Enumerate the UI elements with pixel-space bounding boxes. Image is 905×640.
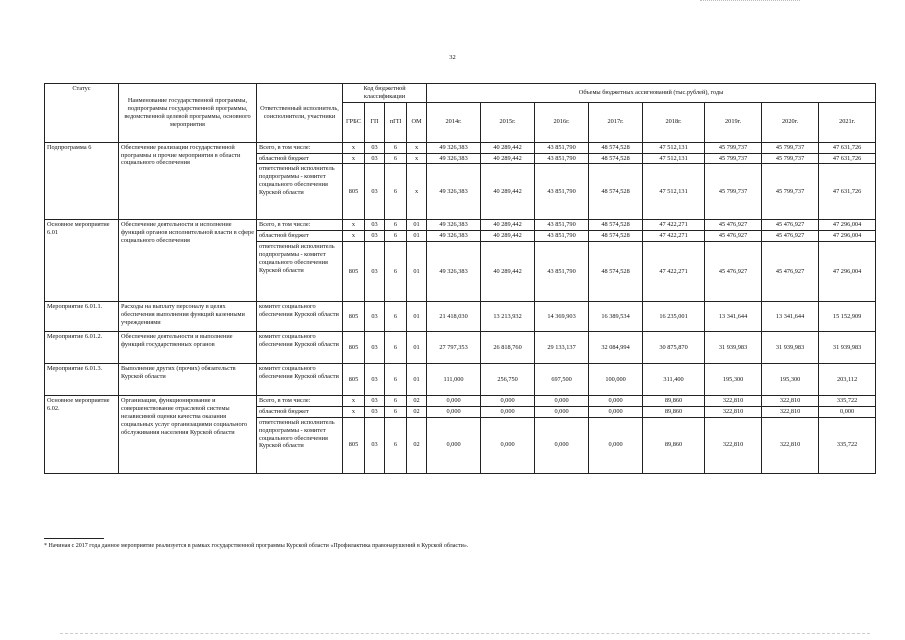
cell-amount: 45 476,927 bbox=[705, 220, 762, 231]
cell-executor: областной бюджет bbox=[257, 407, 343, 418]
cell-code: 03 bbox=[365, 142, 385, 153]
cell-amount: 49 326,383 bbox=[427, 220, 481, 231]
cell-amount: 195,300 bbox=[705, 364, 762, 396]
cell-amount: 13 213,932 bbox=[481, 302, 535, 332]
header-code-group: Код бюджетной классификации bbox=[343, 84, 427, 103]
cell-code: x bbox=[343, 231, 365, 242]
cell-code: 805 bbox=[343, 332, 365, 364]
cell-code: 03 bbox=[365, 153, 385, 164]
cell-code: 6 bbox=[385, 417, 407, 473]
cell-amount: 45 476,927 bbox=[762, 242, 819, 302]
cell-code: 01 bbox=[407, 231, 427, 242]
cell-amount: 48 574,528 bbox=[589, 153, 643, 164]
cell-code: 03 bbox=[365, 220, 385, 231]
cell-code: 6 bbox=[385, 164, 407, 220]
cell-amount: 322,810 bbox=[705, 396, 762, 407]
cell-amount: 322,810 bbox=[762, 417, 819, 473]
header-year: 2020г. bbox=[762, 102, 819, 142]
cell-amount: 0,000 bbox=[589, 407, 643, 418]
cell-amount: 322,810 bbox=[762, 407, 819, 418]
footnote-divider bbox=[44, 538, 104, 539]
cell-amount: 311,400 bbox=[643, 364, 705, 396]
cell-executor: Всего, в том числе: bbox=[257, 220, 343, 231]
cell-code: 03 bbox=[365, 302, 385, 332]
cell-name: Обеспечение деятельности и выполнение функций государственных органов bbox=[119, 332, 257, 364]
cell-amount: 111,000 bbox=[427, 364, 481, 396]
header-year: 2014г. bbox=[427, 102, 481, 142]
cell-amount: 0,000 bbox=[535, 407, 589, 418]
budget-table bbox=[44, 83, 876, 474]
cell-amount: 15 152,909 bbox=[819, 302, 876, 332]
cell-amount: 43 851,790 bbox=[535, 153, 589, 164]
cell-amount: 89,860 bbox=[643, 407, 705, 418]
cell-code: 03 bbox=[365, 242, 385, 302]
cell-amount: 43 851,790 bbox=[535, 142, 589, 153]
cell-status: Основное мероприятие 6.02. bbox=[45, 396, 119, 474]
header-year: 2021г. bbox=[819, 102, 876, 142]
cell-code: 6 bbox=[385, 142, 407, 153]
cell-name: Обеспечение деятельности и исполнение функций органов исполнительной власти в сфере социального обеспечения bbox=[119, 220, 257, 302]
cell-code: 6 bbox=[385, 332, 407, 364]
cell-amount: 29 133,137 bbox=[535, 332, 589, 364]
cell-code: 01 bbox=[407, 242, 427, 302]
cell-code: 03 bbox=[365, 164, 385, 220]
cell-amount: 49 326,383 bbox=[427, 142, 481, 153]
cell-executor: Всего, в том числе: bbox=[257, 142, 343, 153]
cell-amount: 195,300 bbox=[762, 364, 819, 396]
cell-name: Обеспечение реализации государственной программы и прочие мероприятия в области социального обеспечения bbox=[119, 142, 257, 220]
cell-amount: 43 851,790 bbox=[535, 220, 589, 231]
cell-amount: 47 296,004 bbox=[819, 242, 876, 302]
scan-artifact-bottom bbox=[60, 633, 870, 634]
header-volumes-group: Объемы бюджетных ассигнований (тыс.рублей), годы bbox=[427, 84, 876, 103]
cell-amount: 45 799,737 bbox=[705, 153, 762, 164]
cell-amount: 30 875,870 bbox=[643, 332, 705, 364]
cell-amount: 45 799,737 bbox=[705, 164, 762, 220]
cell-amount: 49 326,383 bbox=[427, 242, 481, 302]
cell-amount: 100,000 bbox=[589, 364, 643, 396]
cell-amount: 48 574,528 bbox=[589, 242, 643, 302]
header-year: 2016г. bbox=[535, 102, 589, 142]
cell-amount: 45 476,927 bbox=[705, 231, 762, 242]
header-status: Статус bbox=[45, 84, 119, 143]
cell-executor: комитет социального обеспечения Курской области bbox=[257, 302, 343, 332]
cell-code: 6 bbox=[385, 407, 407, 418]
cell-amount: 40 289,442 bbox=[481, 231, 535, 242]
cell-amount: 40 289,442 bbox=[481, 164, 535, 220]
cell-amount: 322,810 bbox=[705, 417, 762, 473]
cell-amount: 0,000 bbox=[589, 417, 643, 473]
cell-amount: 49 326,383 bbox=[427, 231, 481, 242]
header-code-gp: ГП bbox=[365, 102, 385, 142]
cell-amount: 40 289,442 bbox=[481, 220, 535, 231]
cell-amount: 203,112 bbox=[819, 364, 876, 396]
cell-code: 805 bbox=[343, 242, 365, 302]
table-row bbox=[45, 302, 876, 332]
cell-code: x bbox=[343, 153, 365, 164]
cell-code: 805 bbox=[343, 417, 365, 473]
cell-status: Основное мероприятие 6.01 bbox=[45, 220, 119, 302]
cell-amount: 0,000 bbox=[535, 417, 589, 473]
cell-amount: 335,722 bbox=[819, 417, 876, 473]
cell-name: Выполнение других (прочих) обязательств Курской области bbox=[119, 364, 257, 396]
cell-code: x bbox=[343, 396, 365, 407]
cell-code: x bbox=[407, 142, 427, 153]
cell-amount: 43 851,790 bbox=[535, 242, 589, 302]
cell-code: 03 bbox=[365, 332, 385, 364]
cell-amount: 49 326,383 bbox=[427, 153, 481, 164]
cell-code: 805 bbox=[343, 302, 365, 332]
cell-amount: 322,810 bbox=[762, 396, 819, 407]
footnote: * Начиная с 2017 года данное мероприятие реализуется в рамках государственной программы Курской области «Профилактика правонарушений в Курской области». bbox=[44, 543, 469, 549]
cell-amount: 40 289,442 bbox=[481, 242, 535, 302]
cell-amount: 0,000 bbox=[427, 417, 481, 473]
cell-code: x bbox=[343, 142, 365, 153]
cell-amount: 45 799,737 bbox=[762, 164, 819, 220]
cell-code: 01 bbox=[407, 364, 427, 396]
cell-amount: 0,000 bbox=[481, 417, 535, 473]
cell-amount: 45 799,737 bbox=[762, 142, 819, 153]
cell-code: 805 bbox=[343, 364, 365, 396]
page-number: 32 bbox=[449, 54, 456, 61]
cell-amount: 47 296,004 bbox=[819, 231, 876, 242]
cell-code: 02 bbox=[407, 396, 427, 407]
cell-code: 6 bbox=[385, 396, 407, 407]
cell-amount: 47 631,726 bbox=[819, 142, 876, 153]
cell-code: 6 bbox=[385, 242, 407, 302]
cell-amount: 47 296,004 bbox=[819, 220, 876, 231]
cell-amount: 31 939,983 bbox=[705, 332, 762, 364]
cell-amount: 40 289,442 bbox=[481, 153, 535, 164]
header-year: 2015г. bbox=[481, 102, 535, 142]
cell-amount: 89,860 bbox=[643, 396, 705, 407]
cell-amount: 40 289,442 bbox=[481, 142, 535, 153]
cell-code: 805 bbox=[343, 164, 365, 220]
cell-amount: 45 476,927 bbox=[762, 231, 819, 242]
cell-code: 6 bbox=[385, 153, 407, 164]
cell-code: 03 bbox=[365, 396, 385, 407]
cell-amount: 45 799,737 bbox=[705, 142, 762, 153]
cell-code: 01 bbox=[407, 302, 427, 332]
table-header bbox=[45, 84, 876, 143]
cell-amount: 47 631,726 bbox=[819, 164, 876, 220]
cell-amount: 31 939,983 bbox=[819, 332, 876, 364]
table-row bbox=[45, 220, 876, 231]
cell-amount: 48 574,528 bbox=[589, 142, 643, 153]
cell-executor: комитет социального обеспечения Курской области bbox=[257, 332, 343, 364]
header-code-pgp: пГП bbox=[385, 102, 407, 142]
cell-status: Мероприятие 6.01.3. bbox=[45, 364, 119, 396]
cell-executor: областной бюджет bbox=[257, 153, 343, 164]
cell-code: 6 bbox=[385, 231, 407, 242]
cell-code: 01 bbox=[407, 332, 427, 364]
cell-amount: 32 084,994 bbox=[589, 332, 643, 364]
cell-amount: 49 326,383 bbox=[427, 164, 481, 220]
cell-code: x bbox=[407, 164, 427, 220]
cell-name: Расходы на выплату персоналу в целях обеспечения выполнения функций казенными учреждениями bbox=[119, 302, 257, 332]
cell-name: Организация, функционирование и совершенствование отраслевой системы независимой оценки качества оказания социальных услуг организациями социального обслуживания населения Курской области bbox=[119, 396, 257, 474]
header-year: 2018г. bbox=[643, 102, 705, 142]
cell-amount: 13 341,644 bbox=[762, 302, 819, 332]
cell-amount: 0,000 bbox=[427, 407, 481, 418]
cell-amount: 256,750 bbox=[481, 364, 535, 396]
cell-amount: 45 476,927 bbox=[762, 220, 819, 231]
cell-amount: 47 422,271 bbox=[643, 231, 705, 242]
cell-amount: 48 574,528 bbox=[589, 231, 643, 242]
cell-amount: 45 476,927 bbox=[705, 242, 762, 302]
cell-amount: 21 418,030 bbox=[427, 302, 481, 332]
cell-amount: 47 422,271 bbox=[643, 220, 705, 231]
cell-amount: 16 389,534 bbox=[589, 302, 643, 332]
cell-amount: 47 512,131 bbox=[643, 142, 705, 153]
table-row bbox=[45, 396, 876, 407]
cell-amount: 13 341,644 bbox=[705, 302, 762, 332]
cell-amount: 16 235,001 bbox=[643, 302, 705, 332]
cell-code: 01 bbox=[407, 220, 427, 231]
cell-amount: 89,860 bbox=[643, 417, 705, 473]
cell-amount: 43 851,790 bbox=[535, 231, 589, 242]
table-row bbox=[45, 142, 876, 153]
cell-code: 6 bbox=[385, 364, 407, 396]
cell-amount: 0,000 bbox=[481, 396, 535, 407]
cell-amount: 27 797,353 bbox=[427, 332, 481, 364]
header-name: Наименование государственной программы, подпрограммы государственной программы, ведомственной целевой программы, основного мероприятия bbox=[119, 84, 257, 143]
header-year: 2017г. bbox=[589, 102, 643, 142]
cell-executor: Всего, в том числе: bbox=[257, 396, 343, 407]
header-executor: Ответственный исполнитель, соисполнители, участники bbox=[257, 84, 343, 143]
cell-executor: областной бюджет bbox=[257, 231, 343, 242]
cell-executor: комитет социального обеспечения Курской области bbox=[257, 364, 343, 396]
table-body bbox=[45, 142, 876, 473]
header-code-om: ОМ bbox=[407, 102, 427, 142]
cell-executor: ответственный исполнитель подпрограммы - комитет социального обеспечения Курской области bbox=[257, 242, 343, 302]
cell-code: 02 bbox=[407, 407, 427, 418]
cell-amount: 47 512,131 bbox=[643, 164, 705, 220]
cell-amount: 0,000 bbox=[535, 396, 589, 407]
cell-code: 6 bbox=[385, 302, 407, 332]
cell-code: x bbox=[407, 153, 427, 164]
cell-amount: 47 512,131 bbox=[643, 153, 705, 164]
header-code-grbs: ГРБС bbox=[343, 102, 365, 142]
cell-amount: 47 422,271 bbox=[643, 242, 705, 302]
cell-amount: 14 369,903 bbox=[535, 302, 589, 332]
cell-amount: 335,722 bbox=[819, 396, 876, 407]
cell-executor: ответственный исполнитель подпрограммы - комитет социального обеспечения Курской области bbox=[257, 417, 343, 473]
scan-artifact-top bbox=[700, 0, 800, 4]
table-row bbox=[45, 364, 876, 396]
cell-code: 03 bbox=[365, 364, 385, 396]
cell-amount: 31 939,983 bbox=[762, 332, 819, 364]
cell-amount: 45 799,737 bbox=[762, 153, 819, 164]
cell-code: x bbox=[343, 407, 365, 418]
cell-amount: 0,000 bbox=[481, 407, 535, 418]
cell-code: 03 bbox=[365, 407, 385, 418]
cell-status: Мероприятие 6.01.2. bbox=[45, 332, 119, 364]
cell-amount: 0,000 bbox=[427, 396, 481, 407]
cell-amount: 697,500 bbox=[535, 364, 589, 396]
cell-status: Мероприятие 6.01.1. bbox=[45, 302, 119, 332]
cell-code: 02 bbox=[407, 417, 427, 473]
cell-executor: ответственный исполнитель подпрограммы - комитет социального обеспечения Курской области bbox=[257, 164, 343, 220]
cell-code: x bbox=[343, 220, 365, 231]
cell-amount: 322,810 bbox=[705, 407, 762, 418]
cell-amount: 43 851,790 bbox=[535, 164, 589, 220]
cell-amount: 47 631,726 bbox=[819, 153, 876, 164]
cell-amount: 0,000 bbox=[589, 396, 643, 407]
cell-code: 03 bbox=[365, 417, 385, 473]
cell-status: Подпрограмма 6 bbox=[45, 142, 119, 220]
cell-code: 6 bbox=[385, 220, 407, 231]
cell-amount: 48 574,528 bbox=[589, 164, 643, 220]
table-row bbox=[45, 332, 876, 364]
header-year: 2019г. bbox=[705, 102, 762, 142]
cell-amount: 48 574,528 bbox=[589, 220, 643, 231]
cell-amount: 0,000 bbox=[819, 407, 876, 418]
cell-code: 03 bbox=[365, 231, 385, 242]
cell-amount: 26 818,760 bbox=[481, 332, 535, 364]
